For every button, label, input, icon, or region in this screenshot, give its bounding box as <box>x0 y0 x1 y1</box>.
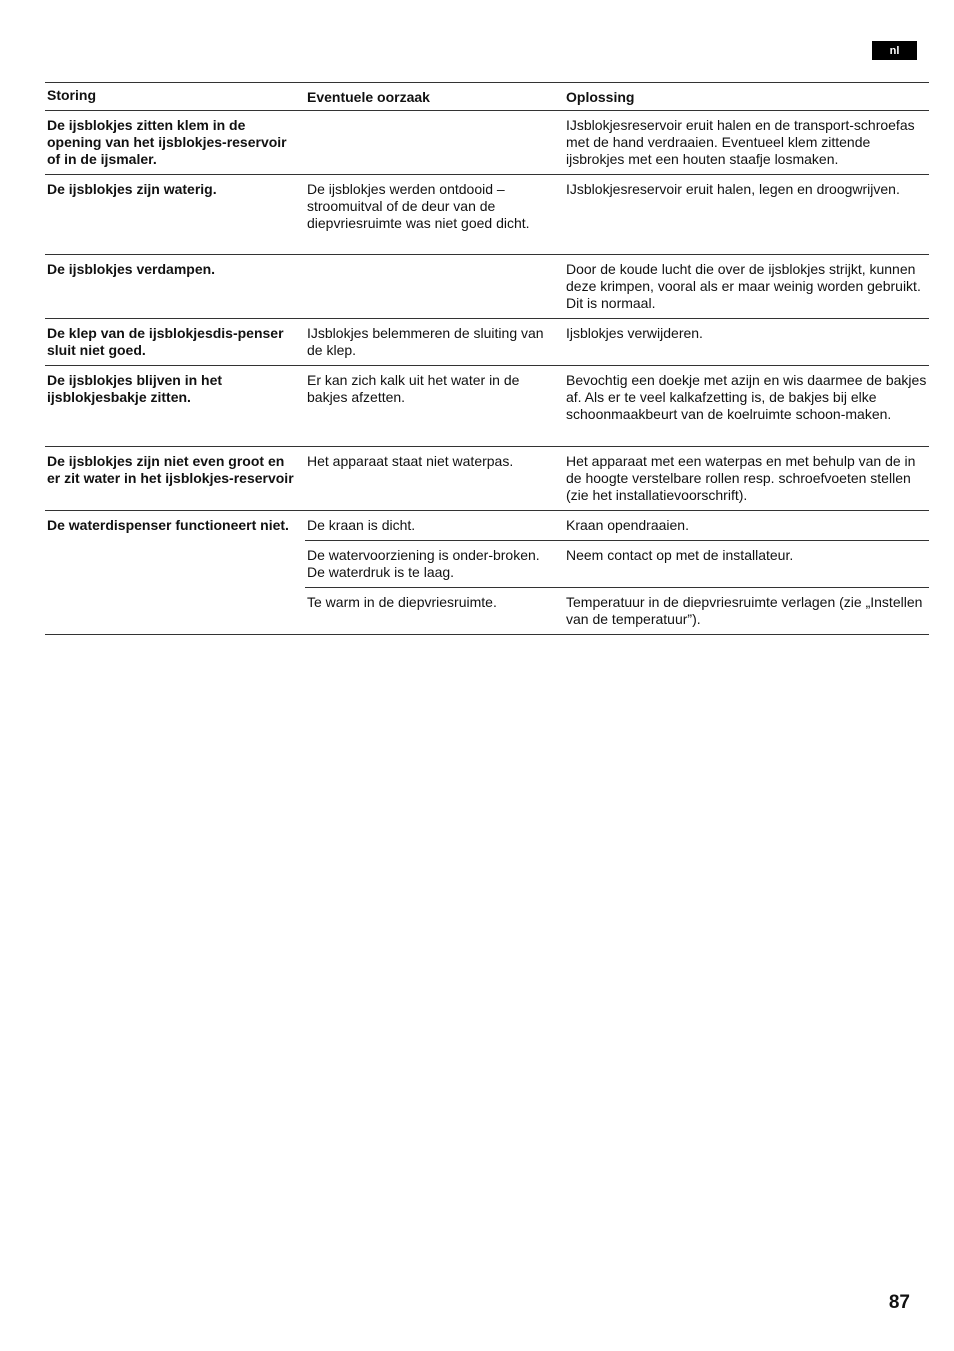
problem-cell: De ijsblokjes blijven in het ijsblokjesbakje zitten. <box>47 372 223 405</box>
cause-solution-pair <box>305 111 929 174</box>
cause-cell <box>305 255 565 318</box>
solution-cell: Bevochtig een doekje met azijn en wis daarmee de bakjes af. Als er te veel kalkafzetting is, de bakjes bij elke schoonmaakbeurt van de koelruimte schoon-maken. <box>566 372 927 422</box>
cause-cell: Te warm in de diepvriesruimte. <box>307 594 497 610</box>
table-header <box>45 83 929 111</box>
problem-cell: De ijsblokjes verdampen. <box>47 261 216 277</box>
problem-cell: De ijsblokjes zitten klem in de opening van het ijsblokjes-reservoir of in de ijsmaler. <box>47 117 287 167</box>
cause-solution-group <box>305 111 929 174</box>
column-header-oorzaak: Eventuele oorzaak <box>307 89 430 105</box>
problem-cell: De ijsblokjes zijn niet even groot en er zit water in het ijsblokjes-reservoir <box>47 453 294 486</box>
cause-cell: De ijsblokjes werden ontdooid – stroomuitval of de deur van de diepvriesruimte was niet goed dicht. <box>307 181 530 231</box>
column-header-storing: Storing <box>47 87 96 103</box>
solution-cell: Temperatuur in de diepvriesruimte verlagen (zie „Instellen van de temperatuur”). <box>566 594 923 627</box>
troubleshooting-table <box>45 82 929 635</box>
cause-solution-pair <box>305 541 929 588</box>
cause-solution-pair <box>305 319 929 365</box>
cause-solution-group <box>305 366 929 446</box>
cause-solution-pair <box>305 447 929 510</box>
cause-solution-pair <box>305 366 929 429</box>
solution-cell: Kraan opendraaien. <box>566 517 689 533</box>
table-row <box>45 366 929 447</box>
table-row <box>45 255 929 319</box>
cause-cell <box>305 111 565 174</box>
cause-solution-pair <box>305 511 929 541</box>
page-number: 87 <box>888 1292 910 1313</box>
cause-solution-group <box>305 447 929 510</box>
cause-solution-group <box>305 511 929 634</box>
table-row <box>45 111 929 175</box>
cause-solution-pair <box>305 255 929 318</box>
problem-cell: De waterdispenser functioneert niet. <box>47 517 289 533</box>
solution-cell: Ijsblokjes verwijderen. <box>566 325 703 341</box>
cause-cell: IJsblokjes belemmeren de sluiting van de klep. <box>307 325 544 358</box>
table-row <box>45 447 929 511</box>
table-row <box>45 175 929 255</box>
cause-cell: Er kan zich kalk uit het water in de bakjes afzetten. <box>307 372 520 405</box>
cause-solution-group <box>305 175 929 254</box>
solution-cell: IJsblokjesreservoir eruit halen, legen en droogwrijven. <box>566 181 900 197</box>
solution-cell: Door de koude lucht die over de ijsblokjes strijkt, kunnen deze krimpen, vooral als er maar weinig worden gebruikt. Dit is normaal. <box>566 261 921 311</box>
cause-cell: De watervoorziening is onder-broken. De waterdruk is te laag. <box>307 547 540 580</box>
cause-solution-group <box>305 255 929 318</box>
cause-solution-group <box>305 319 929 365</box>
cause-cell: De kraan is dicht. <box>307 517 416 533</box>
table-body <box>45 111 929 635</box>
cause-solution-pair <box>305 175 929 238</box>
language-badge: nl <box>872 41 917 60</box>
cause-solution-pair <box>305 588 929 634</box>
problem-cell: De klep van de ijsblokjesdis-penser sluit niet goed. <box>47 325 284 358</box>
table-row <box>45 319 929 366</box>
solution-cell: Neem contact op met de installateur. <box>566 547 794 563</box>
column-header-oplossing: Oplossing <box>566 89 635 105</box>
cause-cell: Het apparaat staat niet waterpas. <box>307 453 514 469</box>
table-row <box>45 511 929 635</box>
solution-cell: IJsblokjesreservoir eruit halen en de transport-schroefas met de hand verdraaien. Eventueel klem zittende ijsbrokjes met een houten staafje losmaken. <box>566 117 915 167</box>
solution-cell: Het apparaat met een waterpas en met behulp van de in de hoogte verstelbare rollen resp. schroefvoeten stellen (zie het installatievoorschrift). <box>566 453 916 503</box>
problem-cell: De ijsblokjes zijn waterig. <box>47 181 217 197</box>
